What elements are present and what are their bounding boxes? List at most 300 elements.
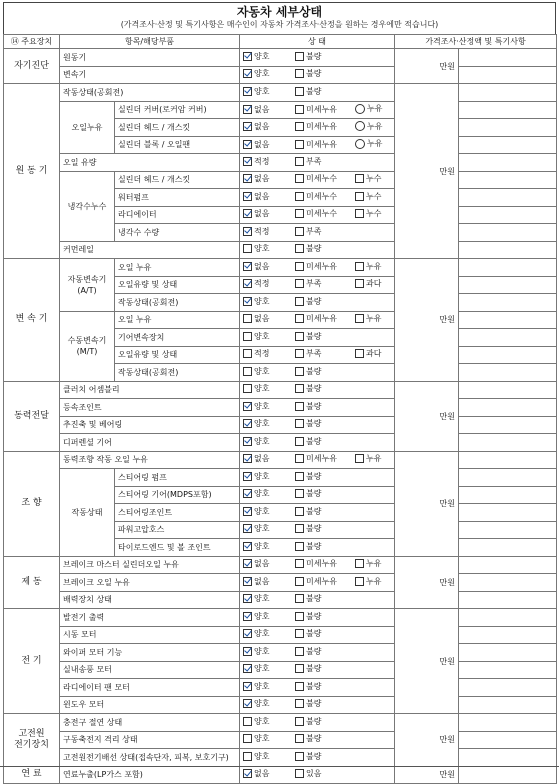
item-label: 와이퍼 모터 기능: [60, 644, 240, 662]
checkbox-icon[interactable]: [295, 612, 304, 621]
checkbox-icon[interactable]: [295, 244, 304, 253]
status-option[interactable]: [295, 436, 355, 447]
checkbox-icon[interactable]: [295, 227, 304, 236]
note-cell[interactable]: [459, 416, 557, 434]
item-label: 윈도우 모터: [60, 696, 240, 714]
note-cell[interactable]: [459, 556, 557, 574]
status-option[interactable]: [295, 313, 355, 324]
inspection-table: [3, 34, 557, 784]
status-option[interactable]: [355, 138, 395, 149]
checkbox-icon[interactable]: [295, 69, 304, 78]
checkbox-icon[interactable]: [295, 174, 304, 183]
status-option[interactable]: [243, 191, 295, 202]
status-option[interactable]: [355, 348, 395, 359]
checked-box-icon[interactable]: [243, 437, 252, 446]
status-option[interactable]: [243, 663, 295, 674]
note-cell[interactable]: [459, 486, 557, 504]
checkbox-icon[interactable]: [295, 87, 304, 96]
status-option-label: 미세누수: [306, 209, 337, 219]
status-option[interactable]: [355, 558, 395, 569]
checkbox-icon[interactable]: [295, 419, 304, 428]
note-cell[interactable]: [459, 84, 557, 102]
status-option[interactable]: [295, 541, 355, 552]
status-option-label: 누유: [367, 121, 383, 131]
status-option[interactable]: [295, 576, 355, 587]
status-option[interactable]: [295, 471, 355, 482]
checked-box-icon[interactable]: [243, 524, 252, 533]
checked-box-icon[interactable]: [243, 105, 252, 114]
note-cell[interactable]: [459, 49, 557, 67]
status-option[interactable]: [243, 628, 295, 639]
table-row: [4, 574, 557, 592]
status-option[interactable]: [355, 208, 395, 219]
status-option[interactable]: [295, 208, 355, 219]
note-cell[interactable]: [459, 521, 557, 539]
checkbox-icon[interactable]: [295, 314, 304, 323]
item-label: 스티어링 펌프: [115, 469, 240, 487]
checkbox-icon[interactable]: [295, 332, 304, 341]
status-option[interactable]: [295, 768, 355, 779]
status-option[interactable]: [355, 453, 395, 464]
status-option[interactable]: [243, 453, 295, 464]
note-cell[interactable]: [459, 329, 557, 347]
status-option[interactable]: [295, 523, 355, 534]
price-cell[interactable]: 만원: [395, 381, 459, 451]
checkbox-icon[interactable]: [295, 192, 304, 201]
note-cell[interactable]: [459, 224, 557, 242]
note-cell[interactable]: [459, 644, 557, 662]
status-option[interactable]: [355, 121, 395, 132]
note-cell[interactable]: [459, 171, 557, 189]
checkbox-icon[interactable]: [295, 507, 304, 516]
note-cell[interactable]: [459, 189, 557, 207]
status-option[interactable]: [355, 313, 395, 324]
status-option[interactable]: [243, 366, 295, 377]
status-option[interactable]: [243, 278, 295, 289]
note-cell[interactable]: [459, 136, 557, 154]
radio-icon[interactable]: [355, 121, 365, 131]
checked-box-icon[interactable]: [243, 489, 252, 498]
checked-box-icon[interactable]: [243, 174, 252, 183]
note-cell[interactable]: [459, 504, 557, 522]
checked-box-icon[interactable]: [243, 140, 252, 149]
status-option[interactable]: [243, 418, 295, 429]
table-row: [4, 696, 557, 714]
table-row: [4, 644, 557, 662]
status-option[interactable]: [243, 173, 295, 184]
status-option[interactable]: [243, 139, 295, 150]
status-option[interactable]: [243, 348, 295, 359]
note-cell[interactable]: [459, 66, 557, 84]
status-option[interactable]: [295, 51, 355, 62]
status-option[interactable]: [243, 104, 295, 115]
status-option[interactable]: [243, 156, 295, 167]
status-option-label: 양호: [254, 734, 270, 744]
status-option[interactable]: [243, 296, 295, 307]
note-cell[interactable]: [459, 434, 557, 452]
checked-box-icon[interactable]: [243, 699, 252, 708]
note-cell[interactable]: [459, 154, 557, 172]
checked-box-icon[interactable]: [243, 542, 252, 551]
status-option[interactable]: [355, 261, 395, 272]
note-cell[interactable]: [459, 714, 557, 732]
status-cell: [240, 171, 395, 189]
status-option[interactable]: [243, 576, 295, 587]
status-option[interactable]: [243, 313, 295, 324]
status-option[interactable]: [295, 488, 355, 499]
checkbox-icon[interactable]: [295, 577, 304, 586]
status-option[interactable]: [243, 68, 295, 79]
status-cell: [240, 644, 395, 662]
item-label: 시동 모터: [60, 626, 240, 644]
bottom-rule: [0, 766, 559, 767]
checkbox-icon[interactable]: [295, 594, 304, 603]
checkbox-icon[interactable]: [295, 384, 304, 393]
status-option-label: 양호: [254, 384, 270, 394]
note-cell[interactable]: [459, 276, 557, 294]
checkbox-icon[interactable]: [295, 752, 304, 761]
status-option[interactable]: [295, 698, 355, 709]
checkbox-icon[interactable]: [295, 402, 304, 411]
checkbox-icon[interactable]: [295, 699, 304, 708]
checked-box-icon[interactable]: [243, 612, 252, 621]
checkbox-icon[interactable]: [295, 140, 304, 149]
status-option[interactable]: [243, 681, 295, 692]
item-label: 실린더 헤드 / 개스킷: [115, 119, 240, 137]
status-option-label: 양호: [254, 331, 270, 341]
status-option[interactable]: [243, 751, 295, 762]
price-cell[interactable]: 만원: [395, 766, 459, 784]
checked-box-icon[interactable]: [243, 227, 252, 236]
checked-box-icon[interactable]: [243, 577, 252, 586]
checked-box-icon[interactable]: [243, 69, 252, 78]
checkbox-icon[interactable]: [295, 157, 304, 166]
checked-box-icon[interactable]: [243, 769, 252, 778]
price-cell[interactable]: 만원: [395, 451, 459, 556]
status-option[interactable]: [295, 751, 355, 762]
status-option[interactable]: [243, 401, 295, 412]
checkbox-icon[interactable]: [295, 734, 304, 743]
status-option[interactable]: [243, 768, 295, 779]
status-option[interactable]: [355, 173, 395, 184]
radio-icon[interactable]: [355, 139, 365, 149]
status-option[interactable]: [243, 611, 295, 622]
status-option[interactable]: [295, 418, 355, 429]
checked-box-icon[interactable]: [243, 297, 252, 306]
subgroup-label: 냉각수누수: [60, 171, 115, 241]
price-cell[interactable]: 만원: [395, 609, 459, 714]
note-cell[interactable]: [459, 591, 557, 609]
checkbox-icon[interactable]: [295, 297, 304, 306]
status-option[interactable]: [295, 139, 355, 150]
checkbox-icon[interactable]: [295, 454, 304, 463]
checkbox-icon[interactable]: [295, 279, 304, 288]
status-option-label: 적정: [254, 279, 270, 289]
checked-box-icon[interactable]: [243, 647, 252, 656]
status-option[interactable]: [295, 453, 355, 464]
item-label: 충전구 절연 상태: [60, 714, 240, 732]
status-option[interactable]: [243, 86, 295, 97]
checked-box-icon[interactable]: [243, 262, 252, 271]
checkbox-icon[interactable]: [243, 717, 252, 726]
checkbox-icon[interactable]: [355, 454, 364, 463]
status-option[interactable]: [295, 506, 355, 517]
checked-box-icon[interactable]: [243, 664, 252, 673]
checkbox-icon[interactable]: [295, 559, 304, 568]
item-label: 변속기: [60, 66, 240, 84]
checkbox-icon[interactable]: [355, 559, 364, 568]
checkbox-icon[interactable]: [295, 105, 304, 114]
status-option[interactable]: [243, 226, 295, 237]
checkbox-icon[interactable]: [243, 244, 252, 253]
item-label: 배력장치 상태: [60, 591, 240, 609]
item-label: 실린더 헤드 / 개스킷: [115, 171, 240, 189]
status-option-label: 불량: [306, 734, 322, 744]
price-cell[interactable]: 만원: [395, 84, 459, 259]
item-label: 작동상태(공회전): [115, 364, 240, 382]
checkbox-icon[interactable]: [243, 314, 252, 323]
checkbox-icon[interactable]: [295, 647, 304, 656]
checkbox-icon[interactable]: [355, 577, 364, 586]
item-label: 냉각수 수량: [115, 224, 240, 242]
checkbox-icon[interactable]: [295, 489, 304, 498]
checkbox-icon[interactable]: [295, 524, 304, 533]
radio-icon[interactable]: [355, 104, 365, 114]
checkbox-icon[interactable]: [295, 472, 304, 481]
checkbox-icon[interactable]: [355, 174, 364, 183]
status-cell: [240, 259, 395, 277]
status-option[interactable]: [243, 331, 295, 342]
status-option[interactable]: [243, 733, 295, 744]
checkbox-icon[interactable]: [295, 437, 304, 446]
table-row: [4, 661, 557, 679]
status-option[interactable]: [243, 593, 295, 604]
checkbox-icon[interactable]: [295, 367, 304, 376]
status-option[interactable]: [295, 173, 355, 184]
status-option[interactable]: [295, 68, 355, 79]
status-option[interactable]: [243, 698, 295, 709]
checkbox-icon[interactable]: [295, 122, 304, 131]
status-option-label: 미세누유: [306, 576, 337, 586]
note-cell[interactable]: [459, 451, 557, 469]
status-option[interactable]: [295, 611, 355, 622]
status-option-label: 누유: [366, 454, 382, 464]
subgroup-label: 오일누유: [60, 101, 115, 154]
status-option[interactable]: [295, 716, 355, 727]
status-option[interactable]: [295, 226, 355, 237]
status-option[interactable]: [243, 541, 295, 552]
status-option-label: 불량: [306, 524, 322, 534]
status-option-label: 부족: [306, 226, 322, 236]
status-option[interactable]: [355, 191, 395, 202]
checked-box-icon[interactable]: [243, 209, 252, 218]
subgroup-label: 자동변속기 (A/T): [60, 259, 115, 312]
status-option[interactable]: [295, 628, 355, 639]
status-option-label: 부족: [306, 156, 322, 166]
note-cell[interactable]: [459, 259, 557, 277]
checked-box-icon[interactable]: [243, 402, 252, 411]
checkbox-icon[interactable]: [295, 262, 304, 271]
checkbox-icon[interactable]: [243, 349, 252, 358]
note-cell[interactable]: [459, 749, 557, 767]
note-cell[interactable]: [459, 381, 557, 399]
item-label: 실린더 커버(로커암 커버): [115, 101, 240, 119]
status-option[interactable]: [295, 733, 355, 744]
checked-box-icon[interactable]: [243, 629, 252, 638]
checkbox-icon[interactable]: [295, 664, 304, 673]
status-option[interactable]: [243, 471, 295, 482]
checkbox-icon[interactable]: [243, 752, 252, 761]
status-option-label: 누수: [366, 174, 382, 184]
status-option[interactable]: [295, 348, 355, 359]
status-option[interactable]: [295, 296, 355, 307]
status-option[interactable]: [295, 156, 355, 167]
checkbox-icon[interactable]: [295, 349, 304, 358]
note-cell[interactable]: [459, 679, 557, 697]
status-option[interactable]: [295, 401, 355, 412]
status-option[interactable]: [295, 366, 355, 377]
status-option[interactable]: [243, 261, 295, 272]
checkbox-icon[interactable]: [355, 262, 364, 271]
note-cell[interactable]: [459, 539, 557, 557]
status-option-label: 양호: [254, 681, 270, 691]
checkbox-icon[interactable]: [355, 209, 364, 218]
checkbox-icon[interactable]: [355, 192, 364, 201]
status-option[interactable]: [243, 51, 295, 62]
checked-box-icon[interactable]: [243, 507, 252, 516]
checkbox-icon[interactable]: [295, 542, 304, 551]
checked-box-icon[interactable]: [243, 192, 252, 201]
status-option[interactable]: [243, 506, 295, 517]
checked-box-icon[interactable]: [243, 157, 252, 166]
status-option[interactable]: [355, 576, 395, 587]
note-cell[interactable]: [459, 574, 557, 592]
checked-box-icon[interactable]: [243, 594, 252, 603]
status-option[interactable]: [243, 436, 295, 447]
status-option[interactable]: [295, 593, 355, 604]
note-cell[interactable]: [459, 206, 557, 224]
item-label: 오일 유량: [60, 154, 240, 172]
checked-box-icon[interactable]: [243, 122, 252, 131]
checked-box-icon[interactable]: [243, 279, 252, 288]
checked-box-icon[interactable]: [243, 682, 252, 691]
checkbox-icon[interactable]: [295, 769, 304, 778]
status-option-label: 불량: [306, 716, 322, 726]
checked-box-icon[interactable]: [243, 559, 252, 568]
status-cell: [240, 556, 395, 574]
price-cell[interactable]: 만원: [395, 49, 459, 84]
checkbox-icon[interactable]: [243, 384, 252, 393]
status-option[interactable]: [295, 383, 355, 394]
status-option[interactable]: [295, 121, 355, 132]
status-cell: [240, 731, 395, 749]
price-cell[interactable]: 만원: [395, 259, 459, 382]
table-row: [4, 241, 557, 259]
checkbox-icon[interactable]: [243, 734, 252, 743]
status-cell: [240, 364, 395, 382]
note-cell[interactable]: [459, 399, 557, 417]
note-cell[interactable]: [459, 119, 557, 137]
note-cell[interactable]: [459, 469, 557, 487]
table-row: [4, 66, 557, 84]
status-option[interactable]: [295, 191, 355, 202]
note-cell[interactable]: [459, 294, 557, 312]
status-option[interactable]: [243, 523, 295, 534]
note-cell[interactable]: [459, 311, 557, 329]
status-cell: [240, 504, 395, 522]
status-option[interactable]: [295, 104, 355, 115]
checkbox-icon[interactable]: [295, 682, 304, 691]
checkbox-icon[interactable]: [243, 332, 252, 341]
status-option[interactable]: [243, 121, 295, 132]
status-option[interactable]: [243, 558, 295, 569]
checkbox-icon[interactable]: [355, 314, 364, 323]
status-option[interactable]: [295, 86, 355, 97]
checked-box-icon[interactable]: [243, 52, 252, 61]
status-cell: [240, 451, 395, 469]
checkbox-icon[interactable]: [295, 52, 304, 61]
checked-box-icon[interactable]: [243, 454, 252, 463]
note-cell[interactable]: [459, 626, 557, 644]
checked-box-icon[interactable]: [243, 87, 252, 96]
note-cell[interactable]: [459, 609, 557, 627]
status-option[interactable]: [355, 278, 395, 289]
note-cell[interactable]: [459, 364, 557, 382]
status-option[interactable]: [243, 243, 295, 254]
status-option[interactable]: [243, 488, 295, 499]
status-option[interactable]: [355, 103, 395, 114]
status-option[interactable]: [295, 646, 355, 657]
status-option-label: 불량: [306, 471, 322, 481]
note-cell[interactable]: [459, 696, 557, 714]
status-option-label: 양호: [254, 296, 270, 306]
checkbox-icon[interactable]: [355, 279, 364, 288]
status-option[interactable]: [295, 243, 355, 254]
price-cell[interactable]: 만원: [395, 556, 459, 609]
checkbox-icon[interactable]: [295, 629, 304, 638]
checkbox-icon[interactable]: [295, 717, 304, 726]
checkbox-icon[interactable]: [355, 349, 364, 358]
price-cell[interactable]: 만원: [395, 714, 459, 767]
checked-box-icon[interactable]: [243, 472, 252, 481]
item-label: 오일유량 및 상태: [115, 346, 240, 364]
checked-box-icon[interactable]: [243, 419, 252, 428]
status-option[interactable]: [243, 208, 295, 219]
status-option[interactable]: [295, 681, 355, 692]
status-option-label: 없음: [254, 559, 270, 569]
note-cell[interactable]: [459, 241, 557, 259]
status-option[interactable]: [295, 261, 355, 272]
status-option[interactable]: [243, 716, 295, 727]
page-title: 자동차 세부상태: [236, 5, 323, 19]
note-cell[interactable]: [459, 731, 557, 749]
status-option[interactable]: [295, 278, 355, 289]
checkbox-icon[interactable]: [243, 367, 252, 376]
note-cell[interactable]: [459, 101, 557, 119]
status-option[interactable]: [243, 383, 295, 394]
status-option[interactable]: [295, 663, 355, 674]
status-option[interactable]: [295, 558, 355, 569]
note-cell[interactable]: [459, 346, 557, 364]
header-item: 항목/해당부품: [60, 35, 240, 49]
checkbox-icon[interactable]: [295, 209, 304, 218]
status-option[interactable]: [295, 331, 355, 342]
note-cell[interactable]: [459, 661, 557, 679]
status-option-label: 불량: [306, 664, 322, 674]
status-option-label: 불량: [306, 296, 322, 306]
status-option-label: 누유: [366, 559, 382, 569]
status-option[interactable]: [243, 646, 295, 657]
